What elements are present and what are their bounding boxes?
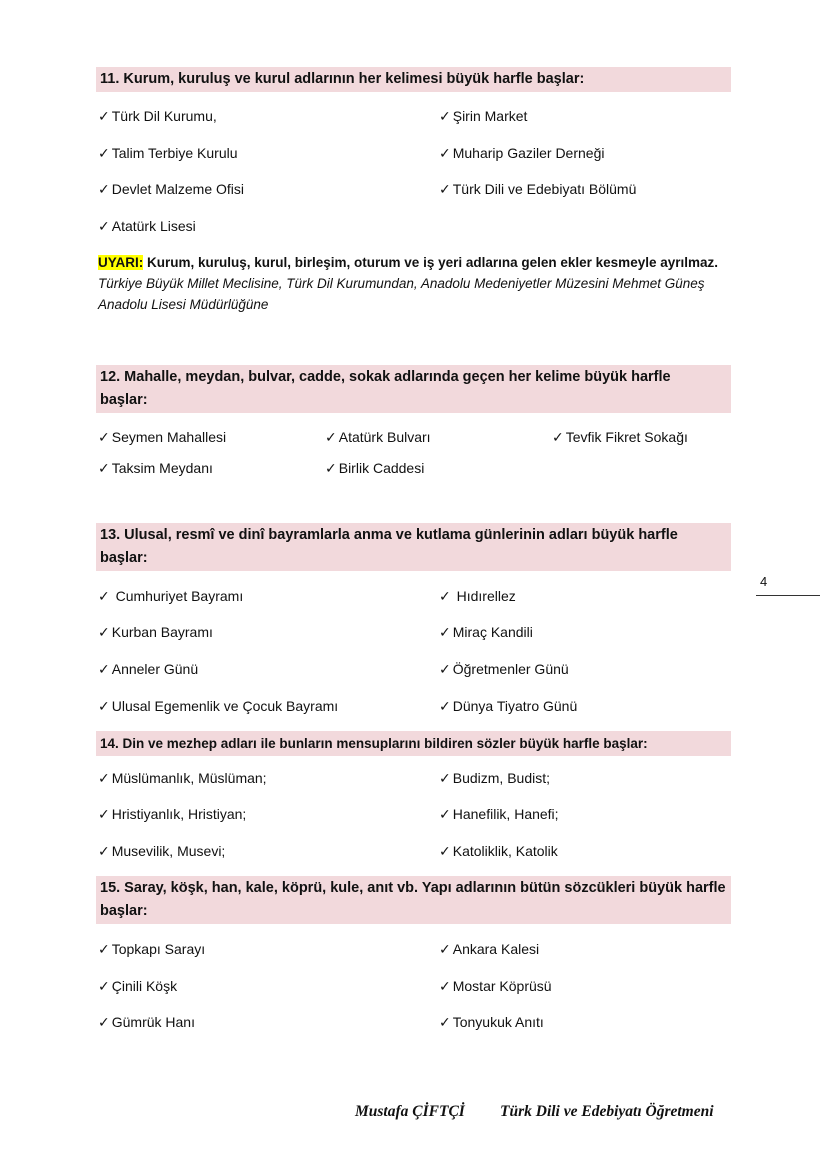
check-icon: ✓ [439, 770, 451, 786]
list-item: ✓ Hıdırellez [439, 588, 516, 604]
check-icon: ✓ [98, 624, 110, 640]
check-icon: ✓ [439, 145, 451, 161]
list-item: ✓ Türk Dil Kurumu, [98, 108, 217, 124]
list-item: ✓ Seymen Mahallesi [98, 429, 227, 445]
check-icon: ✓ [98, 843, 110, 859]
check-icon: ✓ [98, 429, 110, 445]
list-item: ✓ Miraç Kandili [439, 624, 533, 640]
list-item: ✓ Müslümanlık, Müslüman; [98, 770, 267, 786]
check-icon: ✓ [98, 806, 110, 822]
warning-label: UYARI: [98, 255, 144, 270]
check-icon: ✓ [439, 1014, 451, 1030]
list-item: ✓ Şirin Market [439, 108, 528, 124]
check-icon: ✓ [98, 588, 110, 604]
check-icon: ✓ [98, 770, 110, 786]
check-icon: ✓ [439, 624, 451, 640]
check-icon: ✓ [325, 429, 337, 445]
footer-author: Mustafa ÇİFTÇİ [355, 1103, 465, 1120]
list-item: ✓ Cumhuriyet Bayramı [98, 588, 244, 604]
list-item: ✓ Musevilik, Musevi; [98, 843, 226, 859]
page-number-rule [756, 595, 820, 596]
list-item: ✓ Ulusal Egemenlik ve Çocuk Bayramı [98, 698, 339, 714]
check-icon: ✓ [439, 661, 451, 677]
list-item: ✓ Topkapı Sarayı [98, 941, 206, 957]
check-icon: ✓ [98, 108, 110, 124]
warning-examples: Türkiye Büyük Millet Meclisine, Türk Dil Kurumundan, Anadolu Medeniyetler Müzesini Mehmet Güneş Anadolu Lisesi Müdürlüğüne [98, 276, 705, 312]
check-icon: ✓ [98, 941, 110, 957]
list-item: ✓ Anneler Günü [98, 661, 199, 677]
list-item: ✓ Hanefilik, Hanefi; [439, 806, 559, 822]
section-11-heading: 11. Kurum, kuruluş ve kurul adlarının her kelimesi büyük harfle başlar: [96, 67, 731, 92]
section-15-heading: 15. Saray, köşk, han, kale, köprü, kule, anıt vb. Yapı adlarının bütün sözcükleri büyük harfle başlar: [96, 876, 731, 924]
check-icon: ✓ [98, 661, 110, 677]
list-item: ✓ Birlik Caddesi [325, 460, 425, 476]
list-item: ✓ Taksim Meydanı [98, 460, 213, 476]
list-item: ✓ Kurban Bayramı [98, 624, 213, 640]
list-item: ✓ Katoliklik, Katolik [439, 843, 558, 859]
section-13-heading: 13. Ulusal, resmî ve dinî bayramlarla anma ve kutlama günlerinin adları büyük harfle başlar: [96, 523, 731, 571]
list-item: ✓ Devlet Malzeme Ofisi [98, 181, 244, 197]
list-item: ✓ Hristiyanlık, Hristiyan; [98, 806, 247, 822]
check-icon: ✓ [439, 941, 451, 957]
check-icon: ✓ [439, 698, 451, 714]
check-icon: ✓ [325, 460, 337, 476]
check-icon: ✓ [439, 108, 451, 124]
footer-role: Türk Dili ve Edebiyatı Öğretmeni [500, 1103, 714, 1120]
list-item: ✓ Öğretmenler Günü [439, 661, 569, 677]
list-item: ✓ Atatürk Lisesi [98, 218, 196, 234]
check-icon: ✓ [439, 978, 451, 994]
list-item: ✓ Budizm, Budist; [439, 770, 550, 786]
list-item: ✓ Türk Dili ve Edebiyatı Bölümü [439, 181, 637, 197]
list-item: ✓ Tonyukuk Anıtı [439, 1014, 544, 1030]
list-item: ✓ Muharip Gaziler Derneği [439, 145, 605, 161]
check-icon: ✓ [439, 181, 451, 197]
list-item: ✓ Ankara Kalesi [439, 941, 540, 957]
list-item: ✓ Gümrük Hanı [98, 1014, 195, 1030]
check-icon: ✓ [98, 218, 110, 234]
check-icon: ✓ [98, 181, 110, 197]
section-12-heading: 12. Mahalle, meydan, bulvar, cadde, sokak adlarında geçen her kelime büyük harfle başlar: [96, 365, 731, 413]
warning-text: Kurum, kuruluş, kurul, birleşim, oturum ve iş yeri adlarına gelen ekler kesmeyle ayrılmaz. [143, 255, 718, 270]
list-item: ✓ Mostar Köprüsü [439, 978, 552, 994]
check-icon: ✓ [98, 978, 110, 994]
check-icon: ✓ [552, 429, 564, 445]
warning-note [98, 252, 718, 315]
check-icon: ✓ [98, 698, 110, 714]
list-item: ✓ Talim Terbiye Kurulu [98, 145, 238, 161]
check-icon: ✓ [98, 1014, 110, 1030]
check-icon: ✓ [439, 843, 451, 859]
check-icon: ✓ [98, 460, 110, 476]
page-number: 4 [760, 574, 768, 589]
check-icon: ✓ [439, 806, 451, 822]
list-item: ✓ Dünya Tiyatro Günü [439, 698, 578, 714]
list-item: ✓ Çinili Köşk [98, 978, 178, 994]
check-icon: ✓ [439, 588, 451, 604]
section-14-heading: 14. Din ve mezhep adları ile bunların mensuplarını bildiren sözler büyük harfle başlar: [96, 731, 731, 756]
list-item: ✓ Tevfik Fikret Sokağı [552, 429, 688, 445]
check-icon: ✓ [98, 145, 110, 161]
list-item: ✓ Atatürk Bulvarı [325, 429, 431, 445]
